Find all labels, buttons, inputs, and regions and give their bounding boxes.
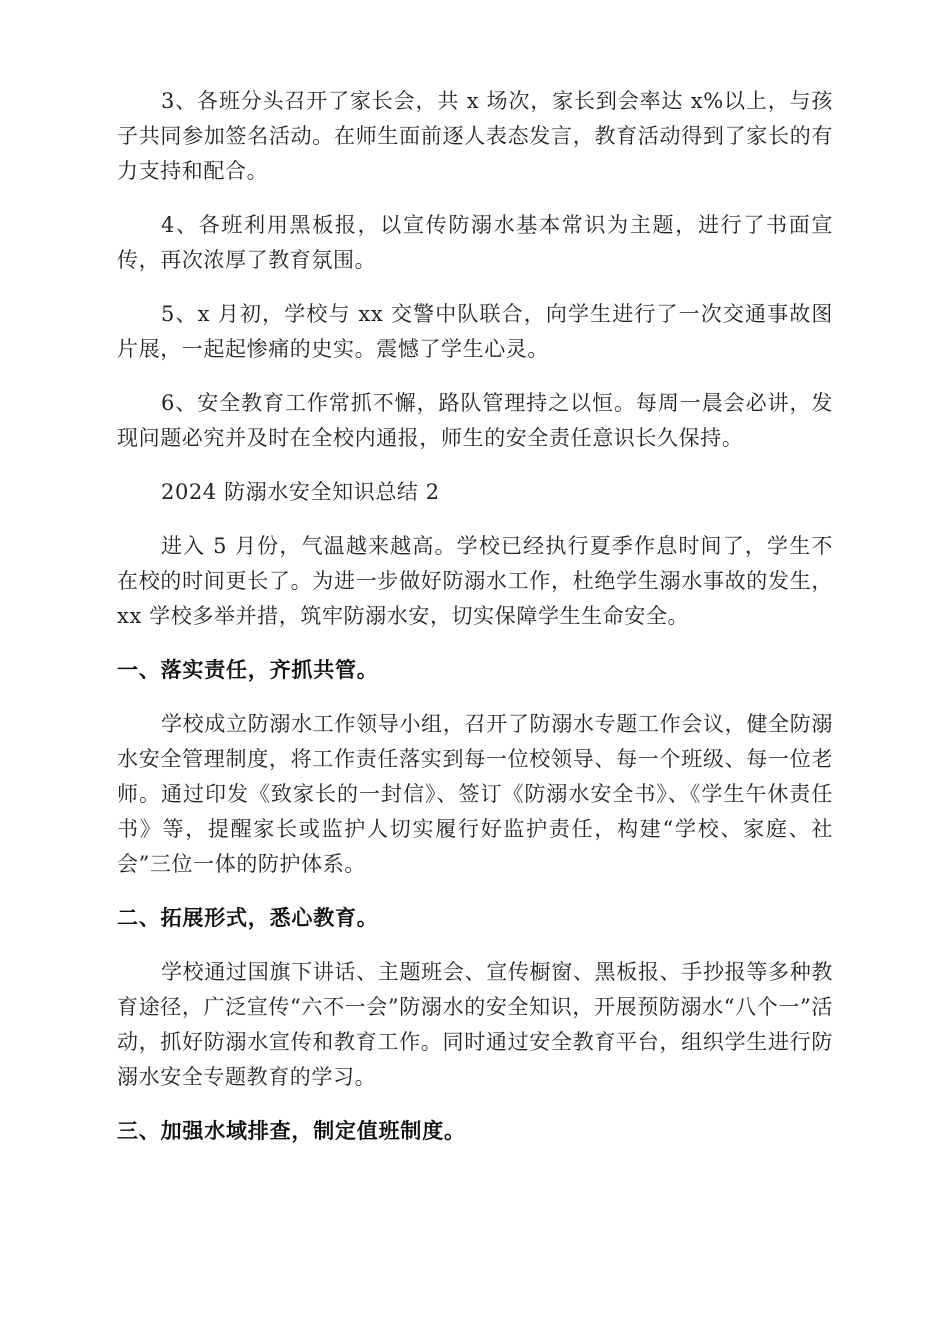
section-1-body: 学校成立防溺水工作领导小组，召开了防溺水专题工作会议，健全防溺水安全管理制度，将工作责任落实到每一位校领导、每一个班级、每一位老师。通过印发《致家长的一封信》、签订《防溺水安全书》、《学生午休责任书》等，提醒家长或监护人切实履行好监护责任，构建“学校、家庭、社会”三位一体的防护体系。	[117, 712, 833, 876]
section-1-heading: 一、落实责任，齐抓共管。	[117, 658, 379, 682]
paragraph-item-6: 6、安全教育工作常抓不懈，路队管理持之以恒。每周一晨会必讲，发现问题必究并及时在全校内通报，师生的安全责任意识长久保持。	[117, 391, 833, 450]
section-2-body: 学校通过国旗下讲话、主题班会、宣传橱窗、黑板报、手抄报等多种教育途径，广泛宣传“六不一会”防溺水的安全知识，开展预防溺水“八个一”活动，抓好防溺水宣传和教育工作。同时通过安全教育平台，组织学生进行防溺水安全专题教育的学习。	[117, 960, 833, 1089]
paragraph-item-4: 4、各班利用黑板报，以宣传防溺水基本常识为主题，进行了书面宣传，再次浓厚了教育氛围。	[117, 213, 833, 272]
section-2-heading: 二、拓展形式，悉心教育。	[117, 906, 379, 930]
paragraph-item-5: 5、x 月初，学校与 xx 交警中队联合，向学生进行了一次交通事故图片展，一起起惨痛的史实。震憾了学生心灵。	[117, 302, 833, 361]
document-body	[117, 84, 833, 1168]
section-3-heading: 三、加强水域排查，制定值班制度。	[117, 1119, 466, 1143]
paragraph-item-3: 3、各班分头召开了家长会，共 x 场次，家长到会率达 x%以上，与孩子共同参加签名活动。在师生面前逐人表态发言，教育活动得到了家长的有力支持和配合。	[117, 89, 833, 183]
document-subtitle: 2024 防溺水安全知识总结 2	[161, 480, 440, 504]
intro-paragraph: 进入 5 月份，气温越来越高。学校已经执行夏季作息时间了，学生不在校的时间更长了。为进一步做好防溺水工作，杜绝学生溺水事故的发生，xx 学校多举并措，筑牢防溺水安，切实保障学生生命安全。	[117, 534, 833, 628]
